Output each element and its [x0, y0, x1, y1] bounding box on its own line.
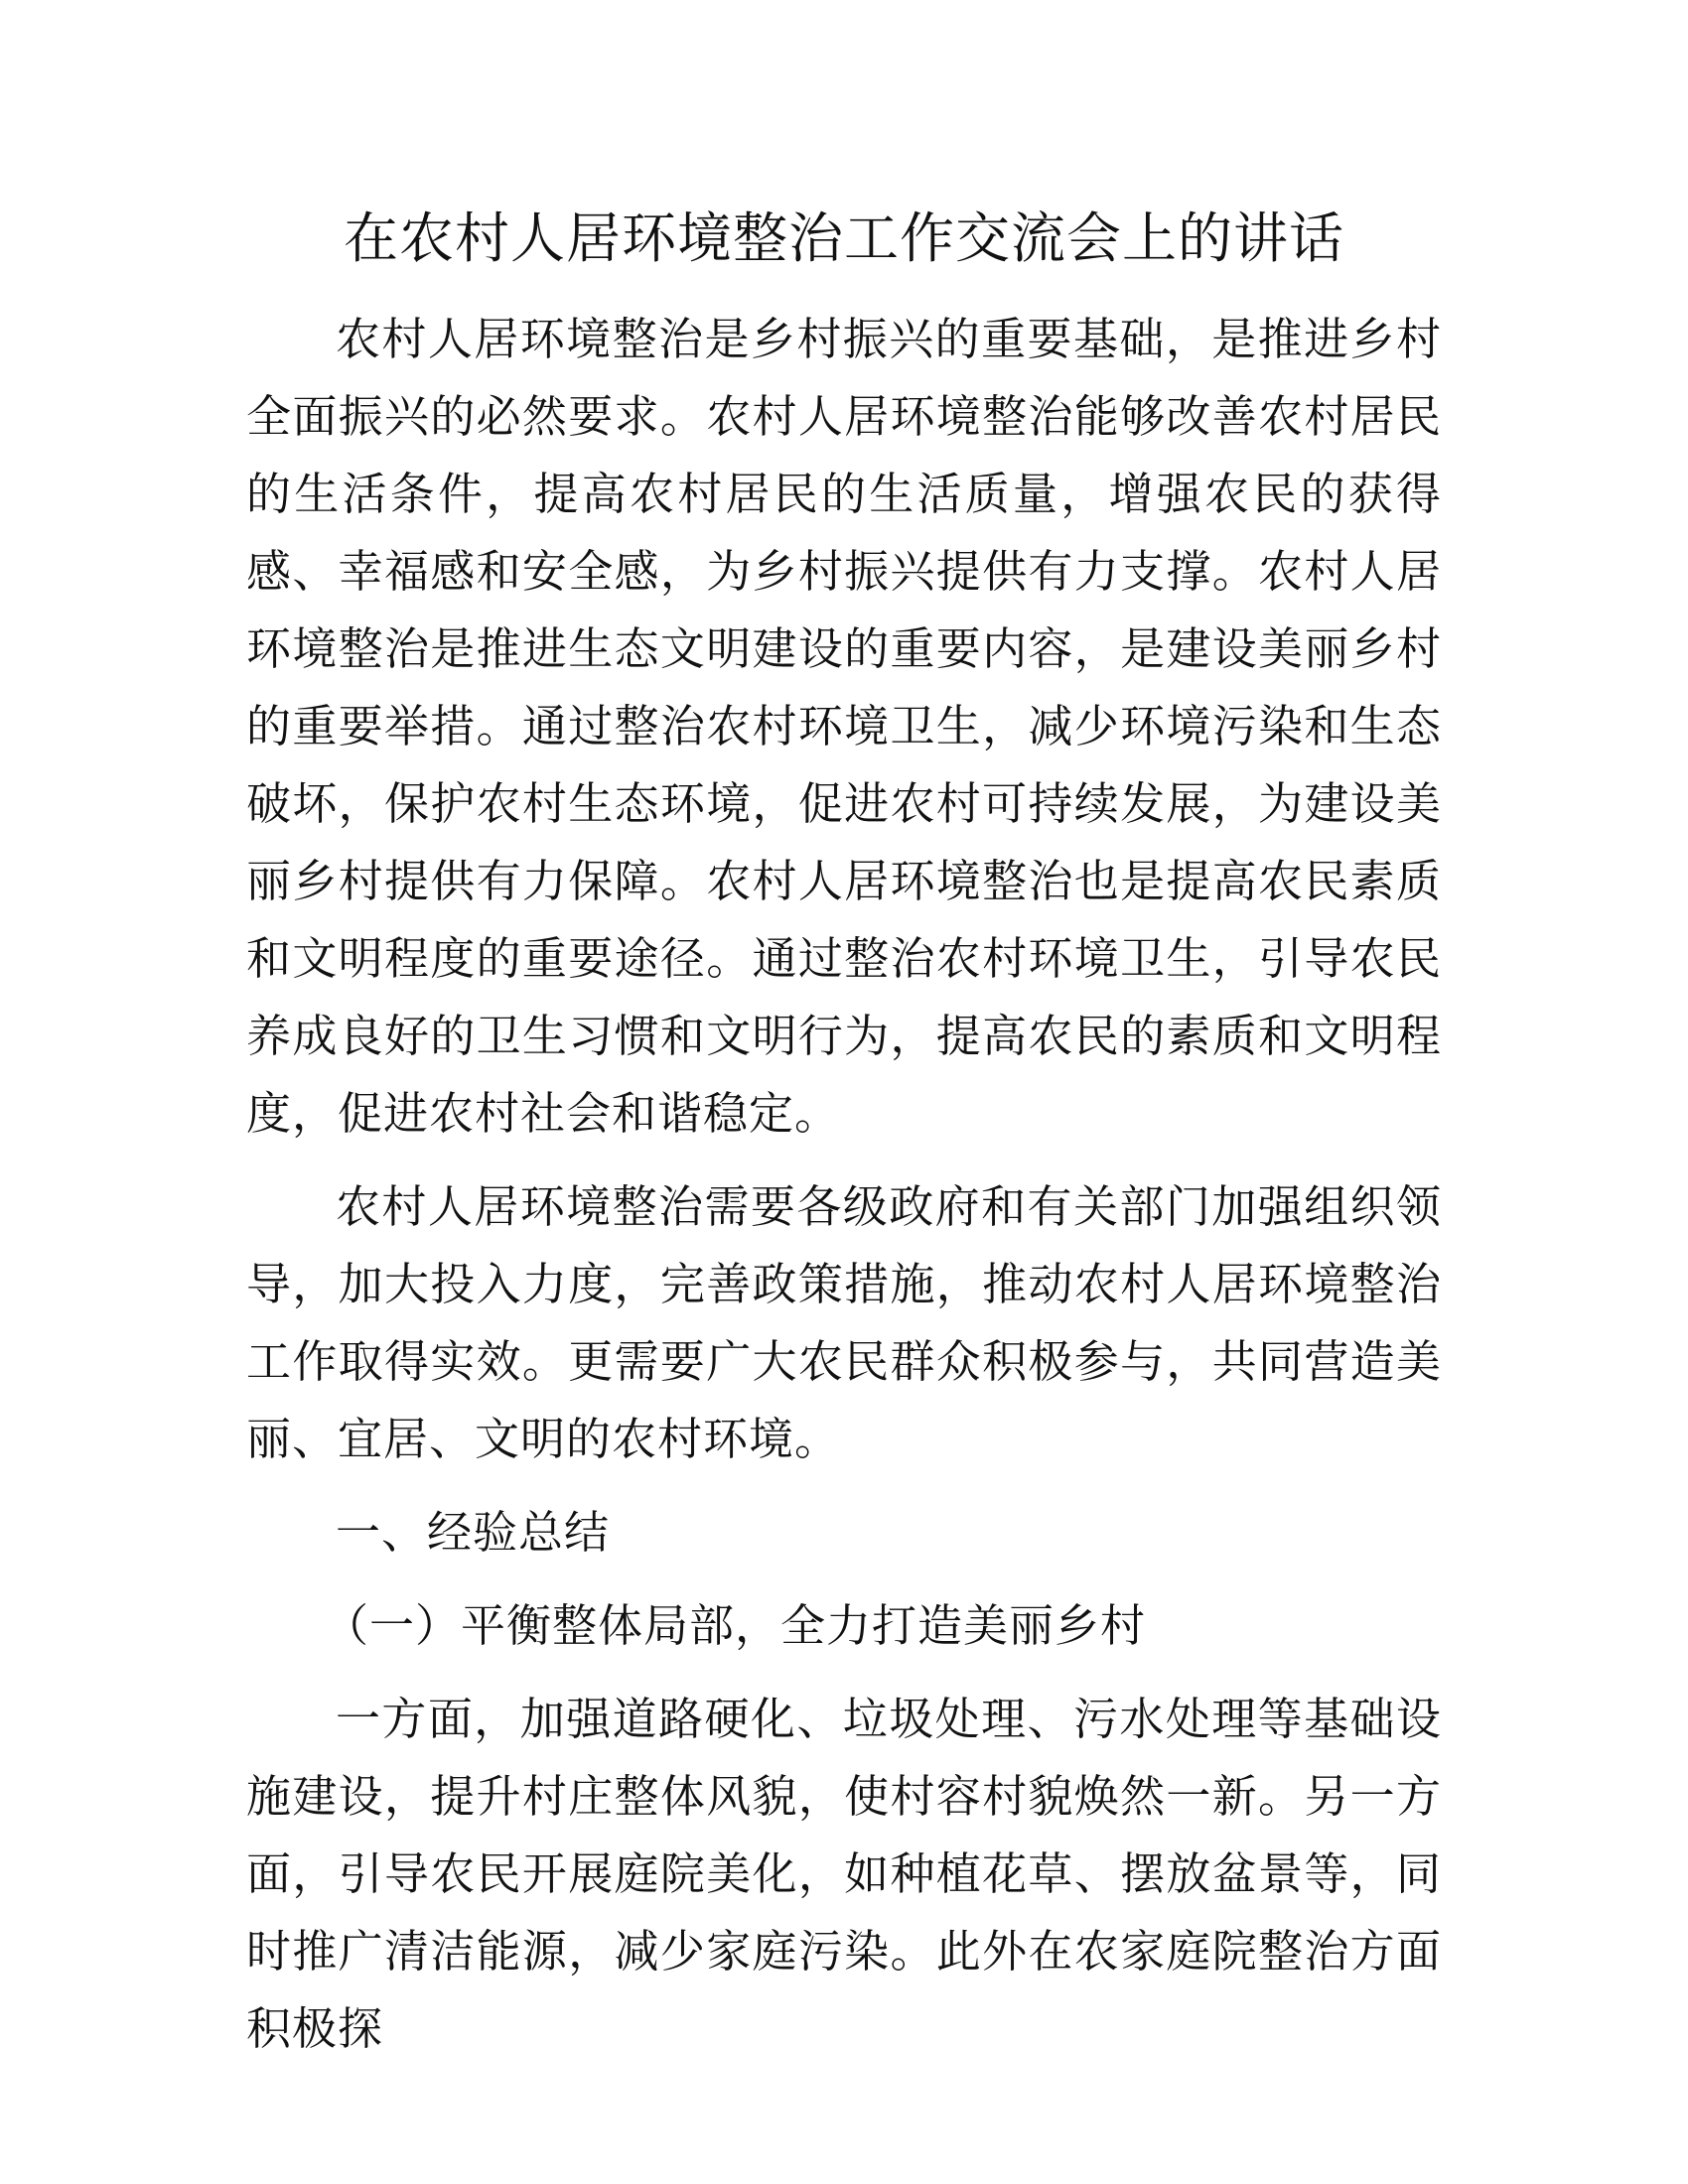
subsection-heading-beautiful-village: （一）平衡整体局部，全力打造美丽乡村: [324, 1599, 1147, 1652]
section-heading-experience-summary: 一、经验总结: [336, 1506, 611, 1559]
document-body: [246, 301, 1442, 2068]
document-title: 在农村人居环境整治工作交流会上的讲话: [343, 206, 1344, 270]
infrastructure-paragraph: 一方面，加强道路硬化、垃圾处理、污水处理等基础设施建设，提升村庄整体风貌，使村容村貌焕然一新。另一方面，引导农民开展庭院美化，如种植花草、摆放盆景等，同时推广清洁能源，减少家庭污染。此外在农家庭院整治方面积极探: [246, 1693, 1442, 2055]
intro-paragraph: 农村人居环境整治是乡村振兴的重要基础，是推进乡村全面振兴的必然要求。农村人居环境整治能够改善农村居民的生活条件，提高农村居民的生活质量，增强农民的获得感、幸福感和安全感，为乡村振兴提供有力支撑。农村人居环境整治是推进生态文明建设的重要内容，是建设美丽乡村的重要举措。通过整治农村环境卫生，减少环境污染和生态破坏，保护农村生态环境，促进农村可持续发展，为建设美丽乡村提供有力保障。农村人居环境整治也是提高农民素质和文明程度的重要途径。通过整治农村环境卫生，引导农民养成良好的卫生习惯和文明行为，提高农民的素质和文明程度，促进农村社会和谐稳定。: [246, 313, 1442, 1140]
requirements-paragraph: 农村人居环境整治需要各级政府和有关部门加强组织领导，加大投入力度，完善政策措施，推动农村人居环境整治工作取得实效。更需要广大农民群众积极参与，共同营造美丽、宜居、文明的农村环境。: [246, 1180, 1442, 1465]
